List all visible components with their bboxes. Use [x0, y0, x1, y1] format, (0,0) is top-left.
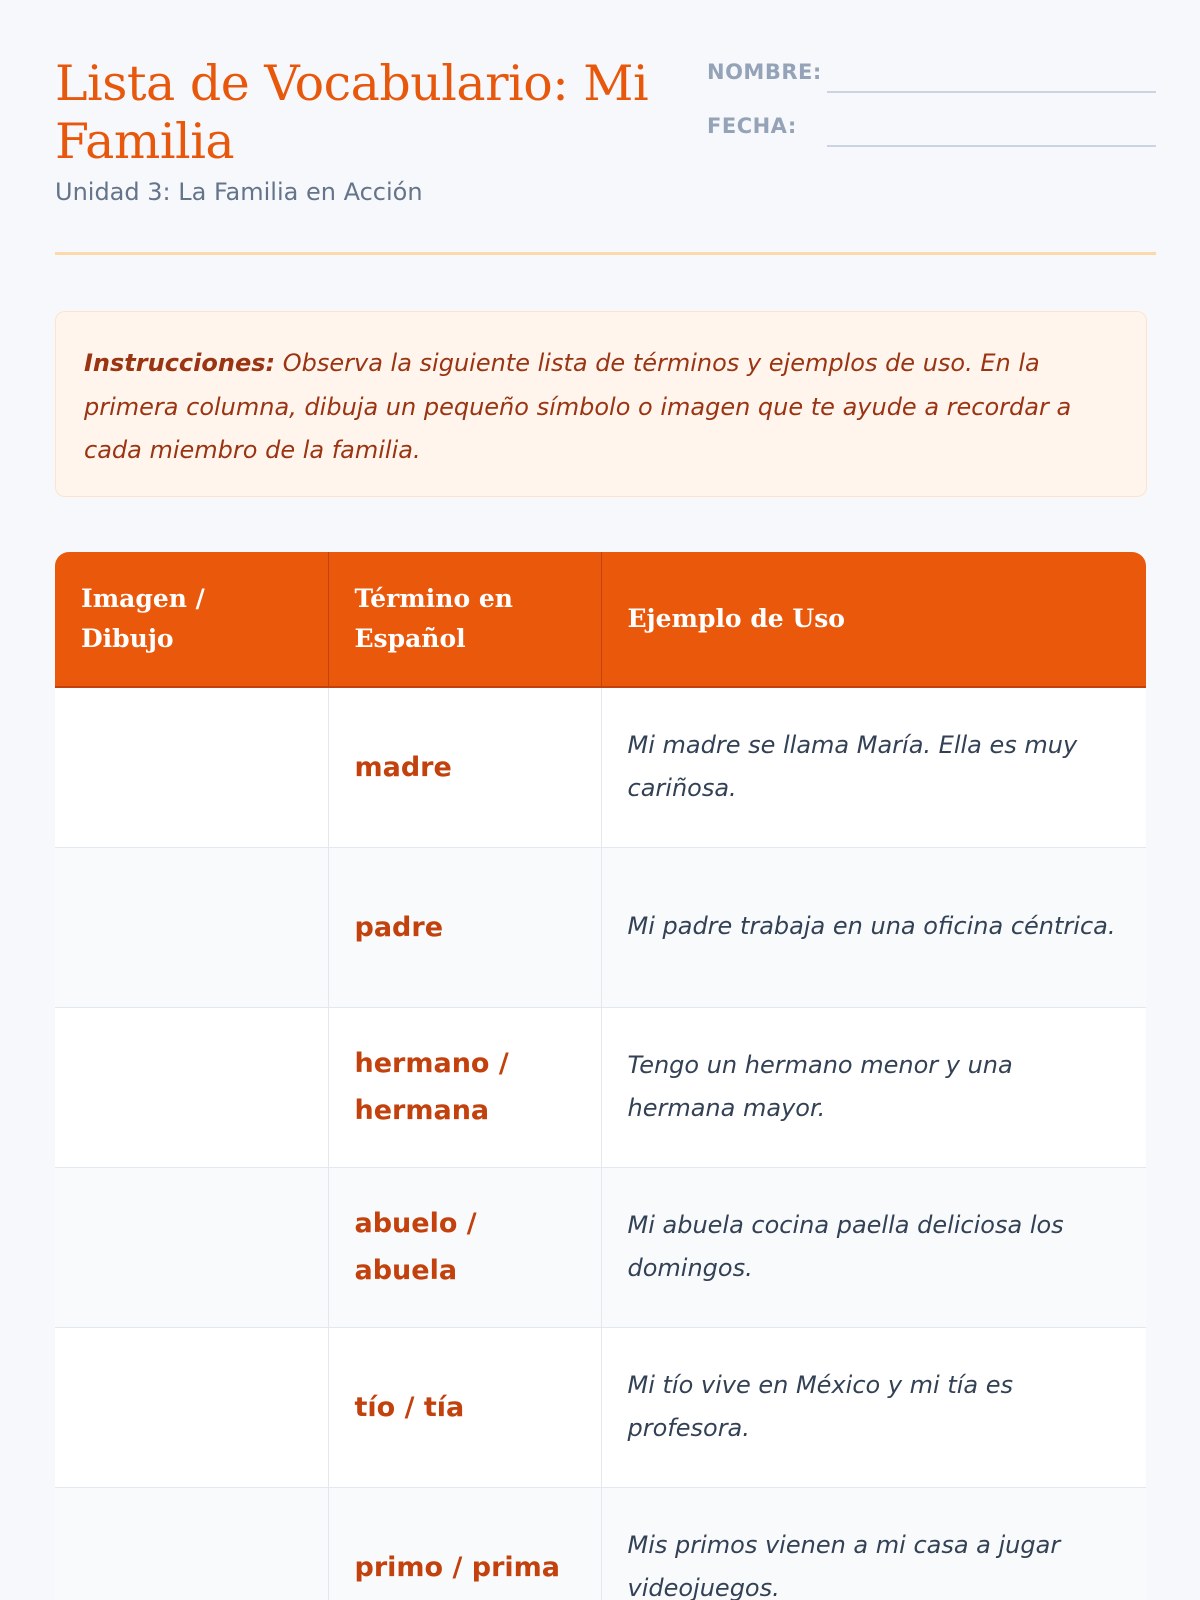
drawing-cell	[55, 1167, 328, 1327]
term-text: hermano / hermana	[354, 1048, 509, 1126]
example-cell	[601, 1167, 1146, 1327]
date-blank-line	[827, 145, 1156, 147]
name-blank-line	[827, 91, 1156, 93]
header-term: Término en Español	[328, 552, 601, 687]
example-cell	[601, 1007, 1146, 1167]
term-text: tío / tía	[354, 1391, 465, 1423]
table-row	[55, 687, 1146, 847]
table-row	[55, 1487, 1146, 1600]
term-text: padre	[354, 911, 444, 943]
instructions-box	[55, 311, 1147, 497]
example-text: Mis primos vienen a mi casa a jugar videojuegos.	[627, 1530, 1061, 1600]
example-text: Mi abuela cocina paella deliciosa los domingos.	[627, 1210, 1064, 1282]
term-cell	[328, 1167, 601, 1327]
page-title: Lista de Vocabulario: Mi Familia	[55, 55, 649, 170]
date-label: FECHA:	[707, 114, 797, 138]
instructions-lead: Instrucciones:	[84, 349, 276, 377]
term-cell	[328, 1327, 601, 1487]
drawing-cell	[55, 687, 328, 847]
instructions-text: Observa la siguiente lista de términos y ejemplos de uso. En la primera columna, dibuja un pequeño símbolo o imagen que te ayude a recordar a cada miembro de la familia.	[84, 349, 1072, 464]
drawing-cell	[55, 1327, 328, 1487]
table-row	[55, 1327, 1146, 1487]
header-image: Imagen / Dibujo	[55, 552, 328, 687]
date-field	[707, 112, 1156, 166]
example-text: Mi madre se llama María. Ella es muy cariñosa.	[627, 730, 1078, 803]
term-text: abuelo / abuela	[354, 1208, 477, 1286]
drawing-cell	[55, 1487, 328, 1600]
table-row	[55, 847, 1146, 1007]
table-row	[55, 1007, 1146, 1167]
term-cell	[328, 1487, 601, 1600]
header-example: Ejemplo de Uso	[601, 552, 1146, 687]
table-header-row	[55, 552, 1146, 687]
vocabulary-table-wrapper	[55, 552, 1146, 1600]
example-cell	[601, 1487, 1146, 1600]
drawing-cell	[55, 847, 328, 1007]
term-text: primo / prima	[354, 1551, 560, 1583]
example-cell	[601, 687, 1146, 847]
name-field	[707, 58, 1156, 112]
drawing-cell	[55, 1007, 328, 1167]
example-cell	[601, 847, 1146, 1007]
name-label: NOMBRE:	[707, 60, 822, 84]
worksheet-header	[55, 0, 1156, 255]
example-text: Mi padre trabaja en una oficina céntrica.	[627, 912, 1116, 941]
example-text: Mi tío vive en México y mi tía es profesora.	[627, 1370, 1014, 1442]
page-subtitle: Unidad 3: La Familia en Acción	[55, 178, 423, 206]
term-cell	[328, 847, 601, 1007]
vocabulary-table	[55, 552, 1146, 1600]
table-row	[55, 1167, 1146, 1327]
example-text: Tengo un hermano menor y una hermana mayor.	[627, 1050, 1013, 1122]
student-info-fields	[707, 58, 1156, 166]
term-cell	[328, 687, 601, 847]
example-cell	[601, 1327, 1146, 1487]
term-text: madre	[354, 751, 452, 783]
term-cell	[328, 1007, 601, 1167]
